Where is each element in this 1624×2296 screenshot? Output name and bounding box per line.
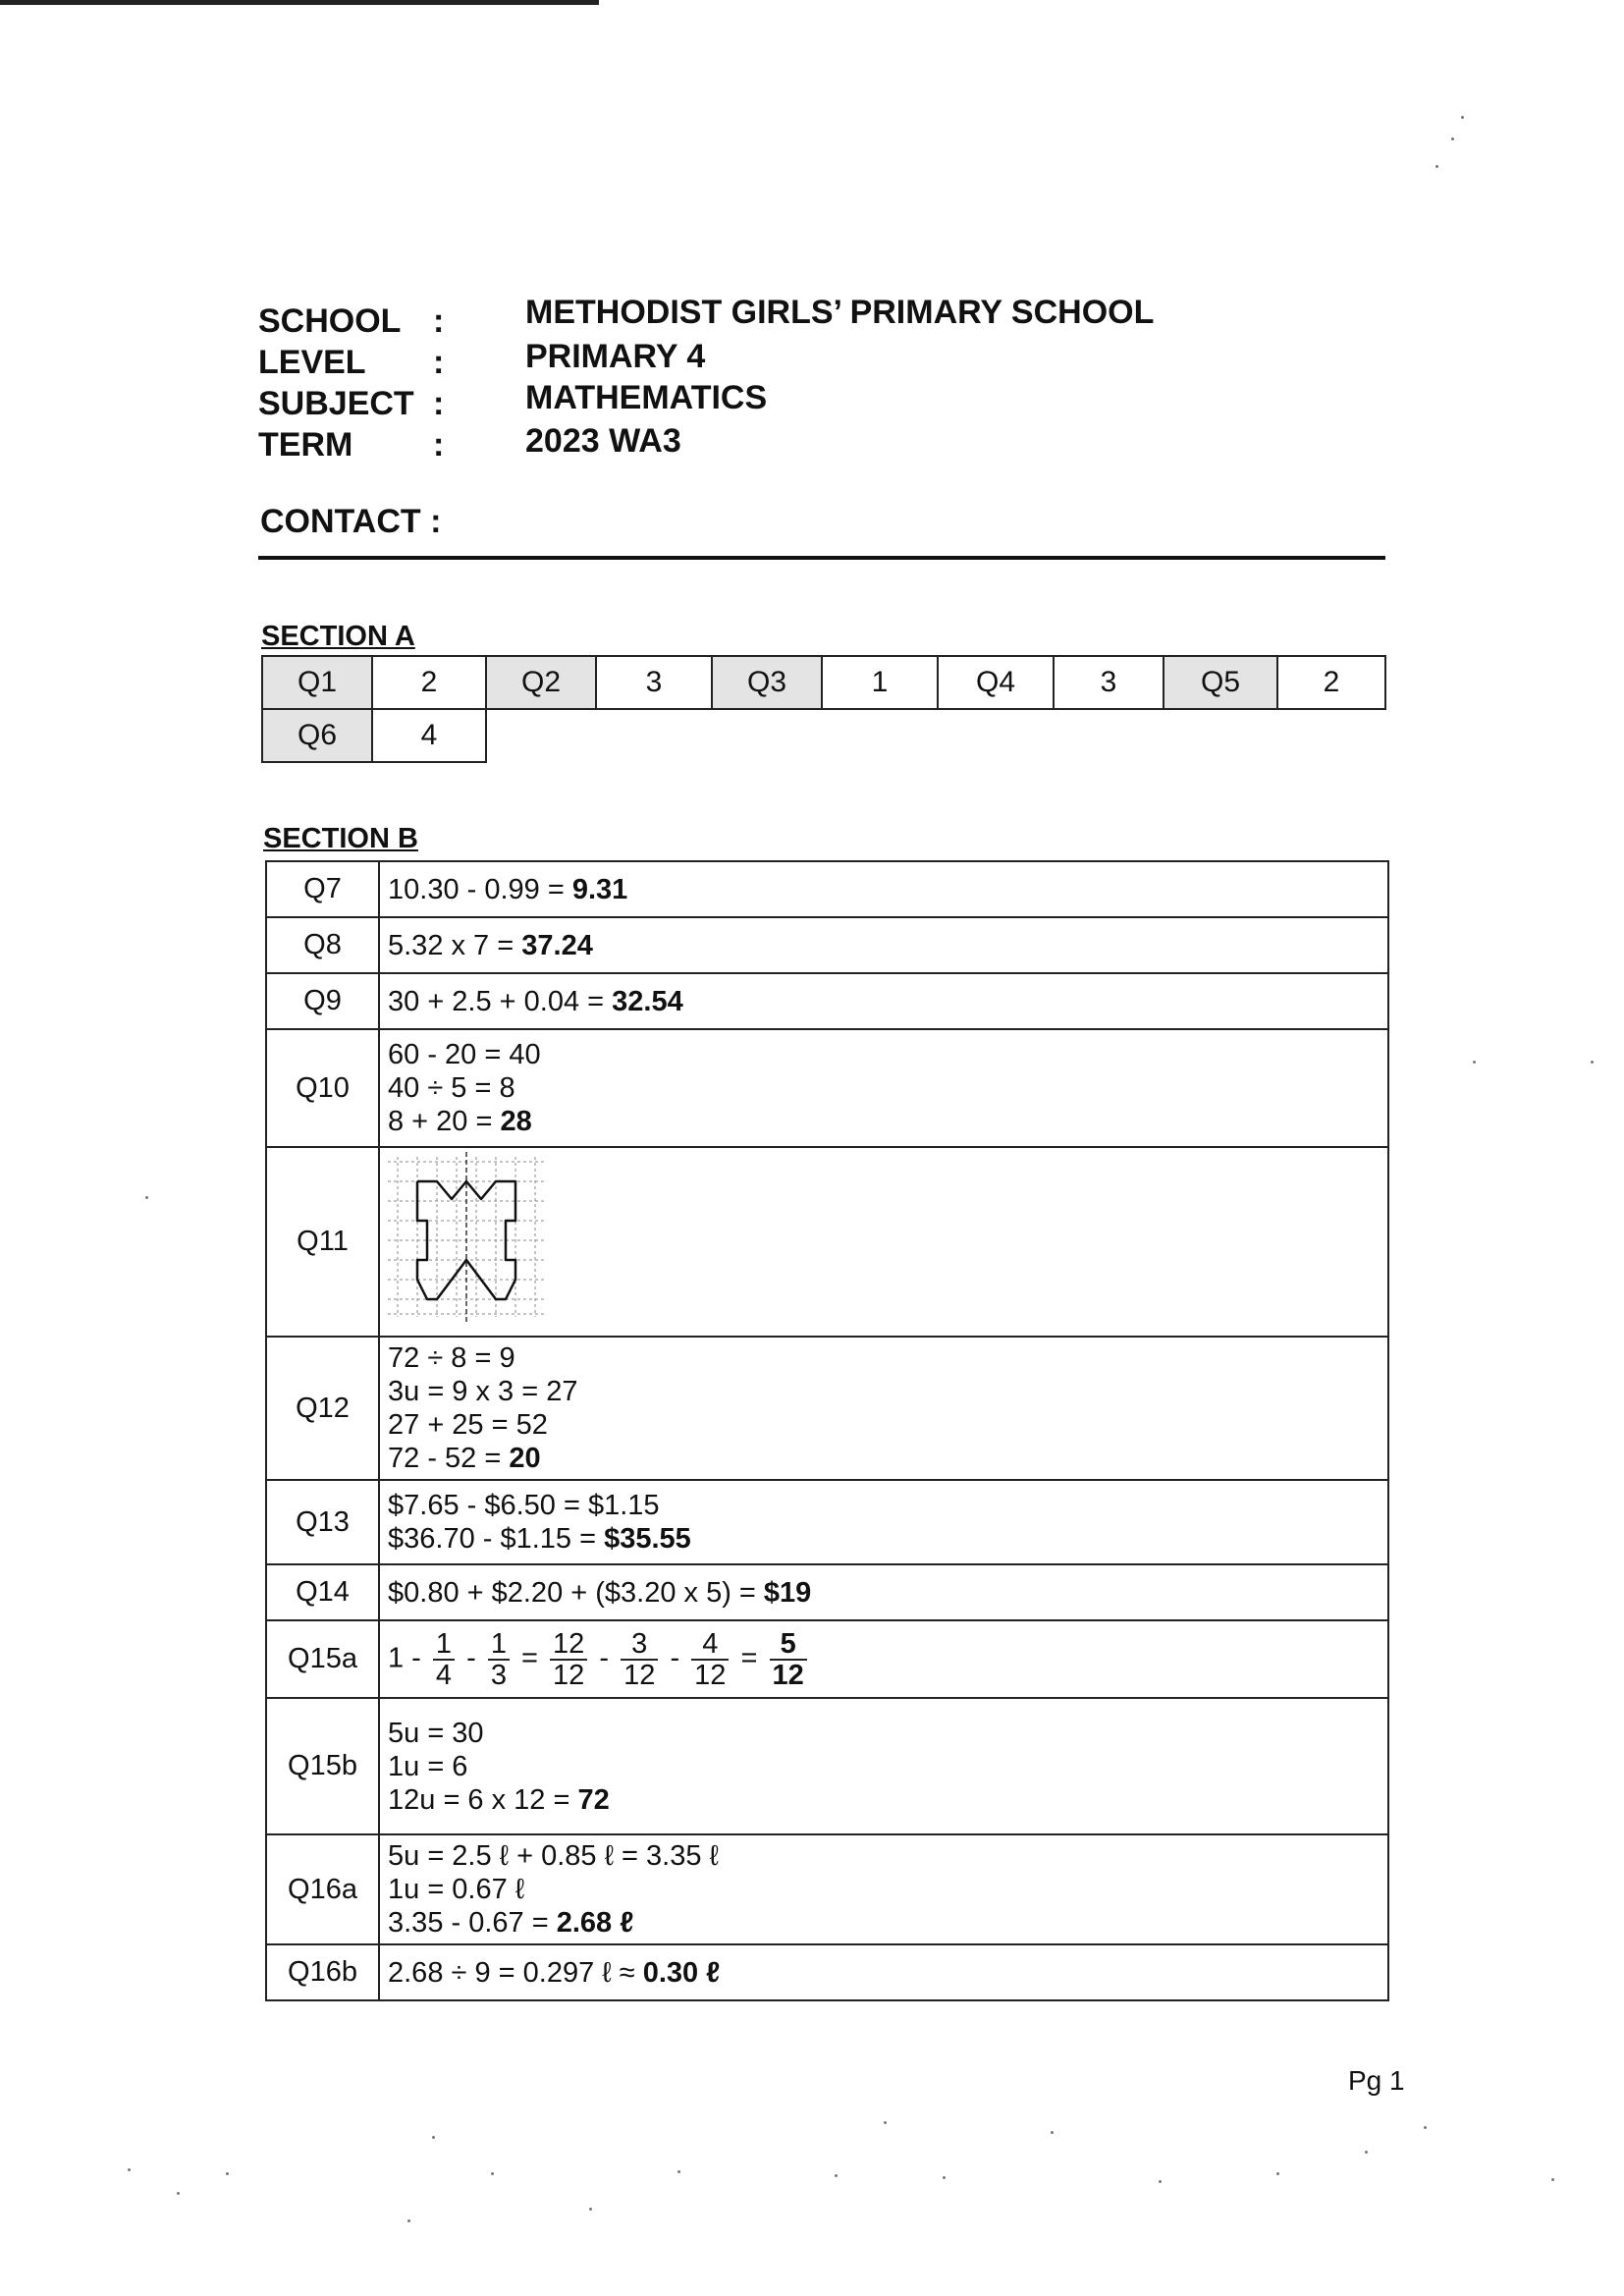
school-label: SCHOOL: [258, 302, 402, 340]
term-value: 2023 WA3: [525, 422, 681, 460]
contact-label: CONTACT :: [260, 503, 442, 540]
fraction-working-line: [388, 1629, 1387, 1690]
scan-speck: [1473, 1061, 1476, 1064]
scan-speck: [677, 2170, 680, 2173]
answer-row: [266, 1029, 1388, 1147]
scan-speck: [1461, 116, 1464, 119]
scan-speck: [943, 2176, 946, 2179]
working-text: 72 ÷ 8 = 9: [388, 1342, 515, 1374]
final-answer: 72: [577, 1783, 610, 1816]
question-number: Q13: [266, 1480, 379, 1564]
numerator: 3: [621, 1629, 658, 1661]
answer-value: 2: [1277, 656, 1385, 709]
school-value: METHODIST GIRLS’ PRIMARY SCHOOL: [525, 294, 1155, 331]
answer-row: [266, 1480, 1388, 1564]
answer-row: [266, 1147, 1388, 1337]
working-line: [388, 1489, 1387, 1522]
working-text: $0.80 + $2.20 + ($3.20 x 5) =: [388, 1576, 764, 1609]
answer-row: [266, 1944, 1388, 2000]
question-number: Q6: [262, 709, 372, 762]
answer-row: [266, 1337, 1388, 1480]
figure-cell: [379, 1147, 1388, 1337]
empty-cell: [486, 709, 1385, 762]
denominator: 12: [694, 1659, 727, 1691]
contact-divider: [258, 556, 1385, 560]
scan-speck: [1276, 2172, 1279, 2175]
question-number: Q15b: [266, 1698, 379, 1834]
final-answer: 2.68 ℓ: [556, 1907, 634, 1939]
working-line: [388, 1873, 1387, 1906]
school-colon: :: [433, 302, 445, 340]
numerator: 5: [770, 1629, 807, 1661]
scan-speck: [1051, 2131, 1054, 2134]
working-cell: [379, 917, 1388, 973]
answer-row: [266, 1834, 1388, 1944]
working-line: [388, 1341, 1387, 1375]
working-cell: [379, 861, 1388, 917]
section-a-table: [261, 655, 1386, 763]
question-number: Q14: [266, 1564, 379, 1620]
final-answer: 9.31: [571, 873, 628, 905]
denominator: 12: [772, 1659, 804, 1691]
working-text: 5.32 x 7 =: [388, 929, 522, 961]
operator: -: [466, 1642, 476, 1674]
question-number: Q1: [262, 656, 372, 709]
working-line: [388, 929, 1387, 962]
final-answer: $19: [763, 1576, 812, 1609]
working-cell: [379, 1944, 1388, 2000]
scan-edge-bar: [0, 0, 599, 5]
working-cell: [379, 1698, 1388, 1834]
question-number: Q15a: [266, 1620, 379, 1698]
working-text: 2.68 ÷ 9 = 0.297 ℓ ≈: [388, 1956, 643, 1989]
level-value: PRIMARY 4: [525, 338, 706, 375]
working-text: 12u = 6 x 12 =: [388, 1783, 578, 1816]
scan-speck: [1551, 2178, 1554, 2181]
denominator: 4: [435, 1659, 453, 1691]
operator: =: [521, 1642, 538, 1674]
answer-row: [266, 861, 1388, 917]
working-cell: [379, 1029, 1388, 1147]
question-number: Q12: [266, 1337, 379, 1480]
working-cell: [379, 1480, 1388, 1564]
working-line: [388, 1750, 1387, 1783]
scan-speck: [1365, 2151, 1368, 2154]
question-number: Q10: [266, 1029, 379, 1147]
working-text: 30 + 2.5 + 0.04 =: [388, 985, 613, 1017]
answer-value: 3: [596, 656, 712, 709]
working-text: 3u = 9 x 3 = 27: [388, 1376, 578, 1407]
working-line: [388, 1576, 1387, 1610]
working-text: 1u = 6: [388, 1750, 468, 1782]
answer-value: 4: [372, 709, 486, 762]
numerator: 1: [488, 1629, 510, 1661]
working-line: [388, 1105, 1387, 1138]
scan-speck: [432, 2136, 435, 2139]
working-text: 72 - 52 =: [388, 1443, 510, 1474]
term-colon: :: [433, 426, 445, 464]
symmetric-figure-grid: [388, 1152, 555, 1324]
working-line: [388, 1522, 1387, 1556]
final-answer: $35.55: [604, 1523, 691, 1555]
denominator: 12: [553, 1659, 585, 1691]
section-a-row: [262, 709, 1385, 762]
scan-speck: [884, 2121, 887, 2124]
page-number: Pg 1: [1348, 2065, 1405, 2096]
numerator: 1: [433, 1629, 455, 1661]
working-text: 40 ÷ 5 = 8: [388, 1072, 515, 1104]
working-text: 1 -: [388, 1642, 421, 1674]
question-number: Q7: [266, 861, 379, 917]
working-cell: [379, 1834, 1388, 1944]
working-text: 5u = 2.5 ℓ + 0.85 ℓ = 3.35 ℓ: [388, 1840, 719, 1872]
section-a-title: SECTION A: [261, 621, 415, 652]
working-line: [388, 985, 1387, 1018]
question-number: Q8: [266, 917, 379, 973]
question-number: Q11: [266, 1147, 379, 1337]
final-answer: 20: [509, 1443, 541, 1474]
working-text: 1u = 0.67 ℓ: [388, 1874, 525, 1905]
question-number: Q2: [486, 656, 596, 709]
question-number: Q9: [266, 973, 379, 1029]
operator: -: [599, 1642, 610, 1674]
working-line: [388, 1783, 1387, 1817]
fraction-working-cell: [379, 1620, 1388, 1698]
answer-row: [266, 1564, 1388, 1620]
numerator: 12: [550, 1629, 587, 1661]
working-text: 5u = 30: [388, 1717, 484, 1749]
answer-row: [266, 973, 1388, 1029]
answer-value: 3: [1054, 656, 1164, 709]
final-answer: 28: [500, 1106, 532, 1137]
working-line: [388, 1375, 1387, 1408]
working-text: 10.30 - 0.99 =: [388, 873, 572, 905]
operator: =: [740, 1642, 758, 1674]
scan-speck: [835, 2174, 838, 2177]
working-line: [388, 1717, 1387, 1750]
term-label: TERM: [258, 426, 353, 464]
subject-value: MATHEMATICS: [525, 379, 768, 416]
working-cell: [379, 1337, 1388, 1480]
working-line: [388, 1071, 1387, 1105]
fraction: [621, 1629, 658, 1690]
scan-speck: [1435, 165, 1438, 168]
working-text: $7.65 - $6.50 = $1.15: [388, 1490, 660, 1521]
operator: -: [670, 1642, 680, 1674]
question-number: Q3: [712, 656, 822, 709]
final-answer: 0.30 ℓ: [642, 1956, 721, 1989]
question-number: Q16a: [266, 1834, 379, 1944]
final-answer: 32.54: [612, 985, 683, 1017]
scan-speck: [145, 1196, 148, 1199]
working-line: [388, 1839, 1387, 1873]
working-text: 8 + 20 =: [388, 1106, 501, 1137]
level-label: LEVEL: [258, 344, 366, 381]
final-answer-fraction: [770, 1629, 807, 1690]
answer-row: [266, 1620, 1388, 1698]
question-number: Q4: [938, 656, 1054, 709]
working-text: 27 + 25 = 52: [388, 1409, 548, 1441]
working-cell: [379, 973, 1388, 1029]
scan-speck: [128, 2168, 131, 2171]
answer-value: 1: [822, 656, 938, 709]
answer-row: [266, 1698, 1388, 1834]
scan-speck: [177, 2192, 180, 2195]
fraction: [691, 1629, 729, 1690]
scan-speck: [1424, 2126, 1427, 2129]
fraction: [488, 1629, 510, 1690]
scan-speck: [226, 2172, 229, 2175]
working-line: [388, 1038, 1387, 1071]
section-a-row: [262, 656, 1385, 709]
working-text: $36.70 - $1.15 =: [388, 1523, 605, 1555]
working-cell: [379, 1564, 1388, 1620]
scan-speck: [1591, 1061, 1594, 1064]
denominator: 3: [490, 1659, 507, 1691]
level-colon: :: [433, 344, 445, 381]
section-b-title: SECTION B: [263, 823, 418, 854]
working-line: [388, 1442, 1387, 1475]
answer-row: [266, 917, 1388, 973]
numerator: 4: [691, 1629, 729, 1661]
denominator: 12: [623, 1659, 656, 1691]
scan-speck: [491, 2172, 494, 2175]
fraction: [433, 1629, 455, 1690]
question-number: Q5: [1164, 656, 1277, 709]
working-line: [388, 1956, 1387, 1990]
scan-speck: [1451, 137, 1454, 140]
working-text: 3.35 - 0.67 =: [388, 1907, 557, 1939]
fraction: [550, 1629, 587, 1690]
working-line: [388, 873, 1387, 906]
scan-speck: [407, 2219, 410, 2222]
subject-label: SUBJECT: [258, 385, 414, 422]
final-answer: 37.24: [521, 929, 593, 961]
scan-speck: [1159, 2180, 1162, 2183]
working-line: [388, 1906, 1387, 1940]
question-number: Q16b: [266, 1944, 379, 2000]
scan-speck: [589, 2208, 592, 2211]
working-text: 60 - 20 = 40: [388, 1039, 541, 1070]
answer-value: 2: [372, 656, 486, 709]
working-line: [388, 1408, 1387, 1442]
section-b-table: [265, 860, 1389, 2001]
subject-colon: :: [433, 385, 445, 422]
